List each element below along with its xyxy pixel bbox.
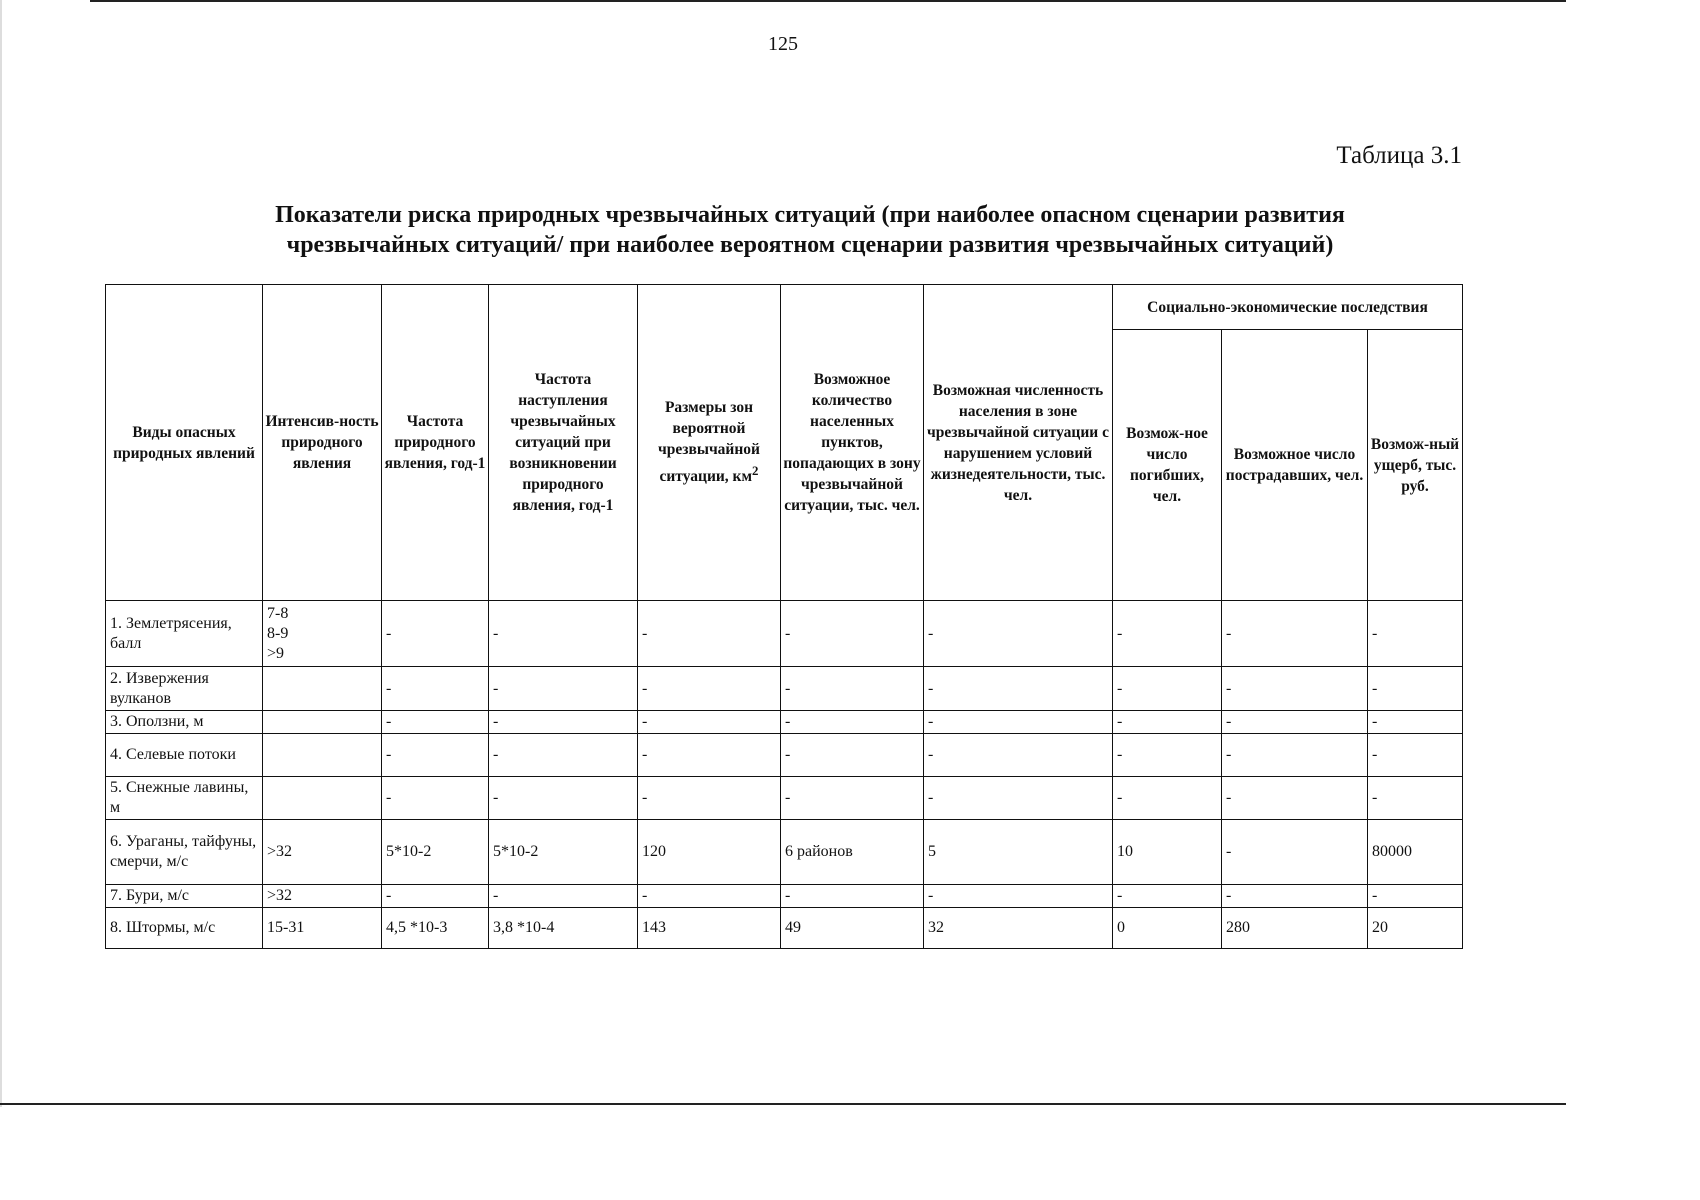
settlements-cell: - bbox=[781, 667, 924, 711]
population-cell: - bbox=[924, 601, 1113, 667]
row-name: 8. Штормы, м/с bbox=[106, 908, 263, 949]
zone-cell: - bbox=[638, 734, 781, 777]
table-row bbox=[106, 734, 1463, 777]
intensity-cell: >32 bbox=[263, 885, 382, 908]
intensity-cell bbox=[263, 777, 382, 820]
deaths-cell: - bbox=[1113, 601, 1222, 667]
damage-cell: - bbox=[1368, 711, 1463, 734]
header-es-frequency: Частота наступления чрезвычайных ситуаций при возникновении природного явления, год-1 bbox=[489, 285, 638, 601]
settlements-cell: 49 bbox=[781, 908, 924, 949]
injured-cell: - bbox=[1222, 777, 1368, 820]
population-cell: - bbox=[924, 885, 1113, 908]
intensity-value: 7-8 bbox=[267, 604, 289, 622]
header-zone-size bbox=[638, 285, 781, 601]
header-zone-size-sup: 2 bbox=[752, 463, 759, 479]
table-row bbox=[106, 908, 1463, 949]
es-frequency-cell: - bbox=[489, 667, 638, 711]
zone-cell: 120 bbox=[638, 820, 781, 885]
intensity-cell bbox=[263, 711, 382, 734]
table-row bbox=[106, 820, 1463, 885]
injured-cell: 280 bbox=[1222, 908, 1368, 949]
deaths-cell: 0 bbox=[1113, 908, 1222, 949]
table-row bbox=[106, 711, 1463, 734]
zone-cell: - bbox=[638, 667, 781, 711]
injured-cell: - bbox=[1222, 711, 1368, 734]
settlements-cell: - bbox=[781, 734, 924, 777]
damage-cell: - bbox=[1368, 734, 1463, 777]
document-title bbox=[160, 200, 1460, 260]
intensity-cell bbox=[263, 601, 382, 667]
header-injured: Возможное число пострадавших, чел. bbox=[1222, 330, 1368, 601]
header-types: Виды опасных природных явлений bbox=[106, 285, 263, 601]
damage-cell: - bbox=[1368, 885, 1463, 908]
es-frequency-cell: - bbox=[489, 777, 638, 820]
settlements-cell: - bbox=[781, 885, 924, 908]
intensity-value: >9 bbox=[267, 644, 285, 662]
row-name: 3. Оползни, м bbox=[106, 711, 263, 734]
damage-cell: 20 bbox=[1368, 908, 1463, 949]
population-cell: - bbox=[924, 667, 1113, 711]
injured-cell: - bbox=[1222, 734, 1368, 777]
frequency-cell: 4,5 *10-3 bbox=[382, 908, 489, 949]
risk-table bbox=[105, 284, 1463, 949]
zone-cell: 143 bbox=[638, 908, 781, 949]
header-intensity: Интенсив-ность природного явления bbox=[263, 285, 382, 601]
zone-cell: - bbox=[638, 885, 781, 908]
intensity-cell: 15-31 bbox=[263, 908, 382, 949]
header-deaths: Возмож-ное число погибших, чел. bbox=[1113, 330, 1222, 601]
settlements-cell: - bbox=[781, 601, 924, 667]
population-cell: - bbox=[924, 777, 1113, 820]
deaths-cell: 10 bbox=[1113, 820, 1222, 885]
es-frequency-cell: - bbox=[489, 601, 638, 667]
frequency-cell: - bbox=[382, 885, 489, 908]
settlements-cell: - bbox=[781, 711, 924, 734]
row-name: 1. Землетрясения, балл bbox=[106, 601, 263, 667]
row-name: 4. Селевые потоки bbox=[106, 734, 263, 777]
damage-cell: - bbox=[1368, 777, 1463, 820]
frequency-cell: 5*10-2 bbox=[382, 820, 489, 885]
bottom-border-line bbox=[0, 1103, 1566, 1105]
population-cell: 32 bbox=[924, 908, 1113, 949]
frequency-cell: - bbox=[382, 777, 489, 820]
settlements-cell: - bbox=[781, 777, 924, 820]
zone-cell: - bbox=[638, 601, 781, 667]
damage-cell: - bbox=[1368, 667, 1463, 711]
es-frequency-cell: 3,8 *10-4 bbox=[489, 908, 638, 949]
row-name: 6. Ураганы, тайфуны, смерчи, м/с bbox=[106, 820, 263, 885]
es-frequency-cell: - bbox=[489, 711, 638, 734]
header-zone-size-text: Размеры зон вероятной чрезвычайной ситуации, км bbox=[658, 399, 760, 486]
injured-cell: - bbox=[1222, 667, 1368, 711]
table-row bbox=[106, 601, 1463, 667]
injured-cell: - bbox=[1222, 601, 1368, 667]
deaths-cell: - bbox=[1113, 777, 1222, 820]
deaths-cell: - bbox=[1113, 711, 1222, 734]
title-line-2: чрезвычайных ситуаций/ при наиболее вероятном сценарии развития чрезвычайных ситуаций) bbox=[286, 232, 1334, 258]
row-name: 5. Снежные лавины, м bbox=[106, 777, 263, 820]
table-row bbox=[106, 777, 1463, 820]
settlements-cell: 6 районов bbox=[781, 820, 924, 885]
row-name: 2. Извержения вулканов bbox=[106, 667, 263, 711]
page-number: 125 bbox=[768, 33, 798, 55]
frequency-cell: - bbox=[382, 734, 489, 777]
deaths-cell: - bbox=[1113, 734, 1222, 777]
deaths-cell: - bbox=[1113, 885, 1222, 908]
intensity-cell bbox=[263, 667, 382, 711]
injured-cell: - bbox=[1222, 885, 1368, 908]
header-settlements: Возможное количество населенных пунктов, попадающих в зону чрезвычайной ситуации, тыс. чел. bbox=[781, 285, 924, 601]
header-socio-group: Социально-экономические последствия bbox=[1113, 285, 1463, 330]
population-cell: - bbox=[924, 711, 1113, 734]
table-row bbox=[106, 885, 1463, 908]
zone-cell: - bbox=[638, 711, 781, 734]
table-label: Таблица 3.1 bbox=[1336, 142, 1462, 169]
frequency-cell: - bbox=[382, 711, 489, 734]
header-damage: Возмож-ный ущерб, тыс. руб. bbox=[1368, 330, 1463, 601]
left-border-line bbox=[0, 0, 2, 1107]
frequency-cell: - bbox=[382, 667, 489, 711]
damage-cell: - bbox=[1368, 601, 1463, 667]
intensity-cell: >32 bbox=[263, 820, 382, 885]
header-population: Возможная численность населения в зоне чрезвычайной ситуации с нарушением условий жизнедеятельности, тыс. чел. bbox=[924, 285, 1113, 601]
es-frequency-cell: - bbox=[489, 734, 638, 777]
damage-cell: 80000 bbox=[1368, 820, 1463, 885]
frequency-cell: - bbox=[382, 601, 489, 667]
deaths-cell: - bbox=[1113, 667, 1222, 711]
intensity-cell bbox=[263, 734, 382, 777]
es-frequency-cell: - bbox=[489, 885, 638, 908]
title-line-1: Показатели риска природных чрезвычайных ситуаций (при наиболее опасном сценарии развития bbox=[275, 202, 1345, 228]
table-row bbox=[106, 667, 1463, 711]
row-name: 7. Бури, м/с bbox=[106, 885, 263, 908]
header-frequency: Частота природного явления, год-1 bbox=[382, 285, 489, 601]
zone-cell: - bbox=[638, 777, 781, 820]
intensity-value: 8-9 bbox=[267, 624, 289, 642]
population-cell: - bbox=[924, 734, 1113, 777]
es-frequency-cell: 5*10-2 bbox=[489, 820, 638, 885]
top-border-line bbox=[90, 0, 1566, 2]
injured-cell: - bbox=[1222, 820, 1368, 885]
population-cell: 5 bbox=[924, 820, 1113, 885]
